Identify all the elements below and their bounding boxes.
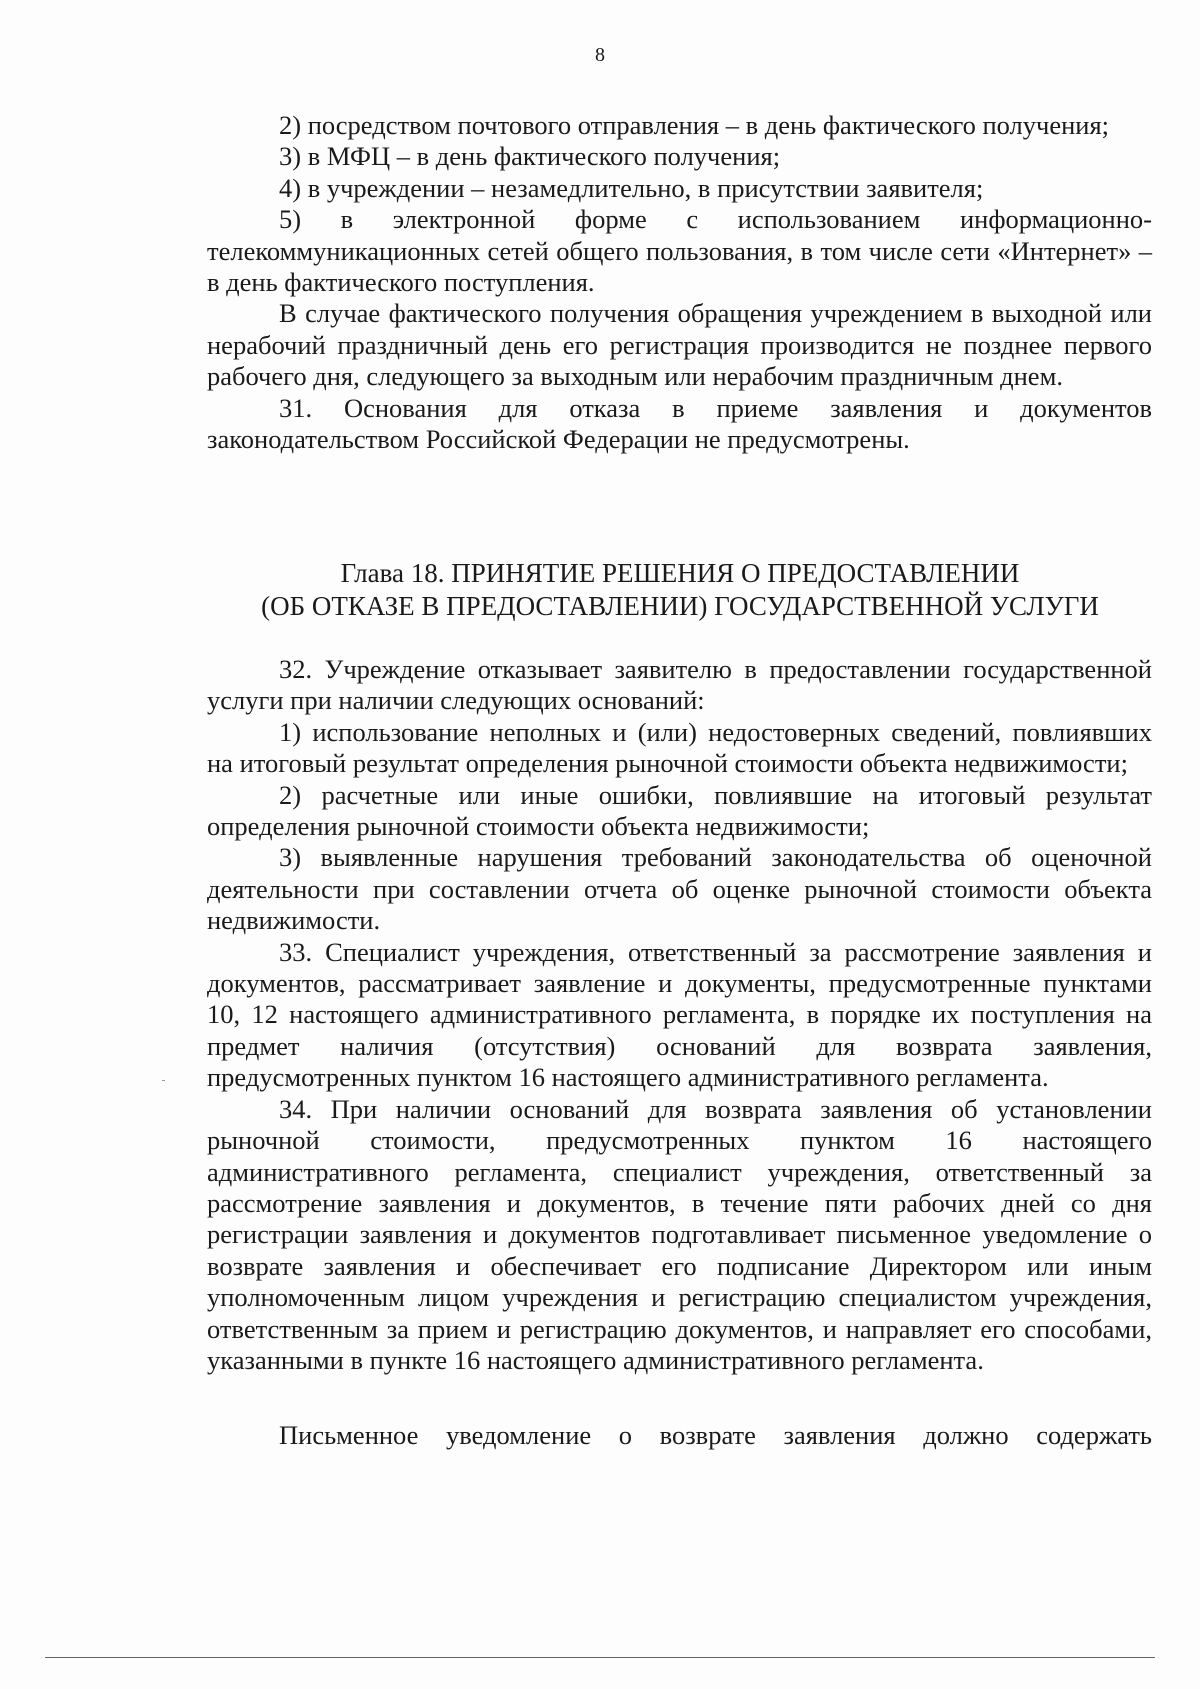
paragraph-33: 33. Специалист учреждения, ответственный за рассмотрение заявления и документов, рассматривает заявление и документы, предусмотренные пунктами 10, 12 настоящего административного регламента, в порядке их поступления на предмет наличия (отсутствия) оснований для возврата заявления, предусмотренных пунктом 16 настоящего административного регламента.: [207, 936, 1152, 1093]
paragraph-notification: Письменное уведомление о возврате заявления должно содержать: [279, 1420, 1152, 1450]
paragraph-holiday: В случае фактического получения обращения учреждением в выходной или нерабочий праздничный день его регистрация производится не позднее первого рабочего дня, следующего за выходным или нерабочим праздничным днем.: [207, 298, 1152, 392]
paragraph-32-item-3: 3) выявленные нарушения требований законодательства об оценочной деятельности при составлении отчета об оценке рыночной стоимости объекта недвижимости.: [207, 842, 1152, 936]
paragraph-32-item-2: 2) расчетные или иные ошибки, повлиявшие на итоговый результат определения рыночной стоимости объекта недвижимости;: [207, 779, 1152, 842]
paragraph-34: 34. При наличии оснований для возврата заявления об установлении рыночной стоимости, предусмотренных пунктом 16 настоящего административного регламента, специалист учреждения, ответственный за рассмотрение заявления и документов, в течение пяти рабочих дней со дня регистрации заявления и документов подготавливает письменное уведомление о возврате заявления и обеспечивает его подписание Директором или иным уполномоченным лицом учреждения и регистрацию специалистом учреждения, ответственным за прием и регистрацию документов, и направляет его способами, указанными в пункте 16 настоящего административного регламента.: [207, 1093, 1152, 1375]
paragraph-postal: 2) посредством почтового отправления – в день фактического получения;: [279, 110, 1110, 140]
text-block-receipt-rules: [207, 110, 1152, 455]
text-block-notification: [207, 1420, 1152, 1451]
text-block-refusal-grounds: [207, 654, 1152, 1376]
paragraph-institution: 4) в учреждении – незамедлительно, в присутствии заявителя;: [279, 172, 984, 203]
scan-artifact: [162, 1080, 165, 1081]
paragraph-32: 32. Учреждение отказывает заявителю в предоставлении государственной услуги при наличии следующих оснований:: [207, 654, 1152, 716]
paragraph-electronic: 5) в электронной форме с использованием информационно-телекоммуникационных сетей общего пользования, в том числе сети «Интернет» – в день фактического поступления.: [207, 204, 1152, 298]
chapter-heading-line-2: (ОБ ОТКАЗЕ В ПРЕДОСТАВЛЕНИИ) ГОСУДАРСТВЕННОЙ УСЛУГИ: [261, 591, 1099, 621]
chapter-heading: [190, 557, 1170, 623]
page-number: 8: [595, 44, 605, 66]
chapter-heading-line-1: Глава 18. ПРИНЯТИЕ РЕШЕНИЯ О ПРЕДОСТАВЛЕНИИ: [340, 558, 1020, 588]
paragraph-mfc: 3) в МФЦ – в день фактического получения;: [279, 141, 781, 172]
paragraph-32-item-1: 1) использование неполных и (или) недостоверных сведений, повлиявших на итоговый результат определения рыночной стоимости объекта недвижимости;: [207, 716, 1152, 779]
footer-rule: [45, 1657, 1155, 1658]
paragraph-31: 31. Основания для отказа в приеме заявления и документов законодательством Российской Федерации не предусмотрены.: [207, 392, 1152, 455]
